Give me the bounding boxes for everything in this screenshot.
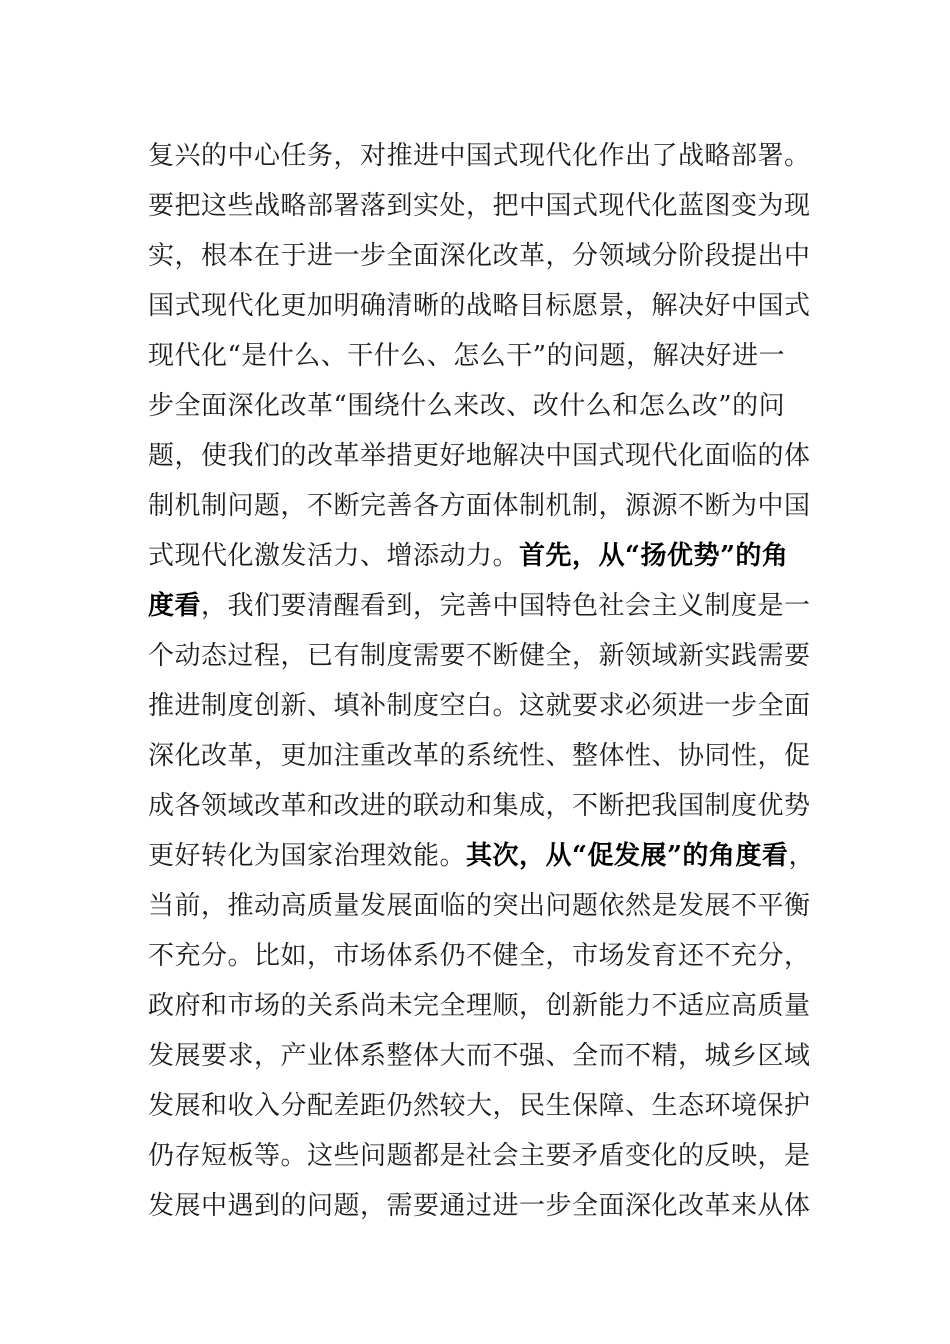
text-line: 现代化“是什么、干什么、怎么干”的问题，解决好进一 xyxy=(148,341,786,371)
text-line: 仍存短板等。这些问题都是社会主要矛盾变化的反映，是 xyxy=(148,1141,811,1171)
bold-heading-first: 首先，从“扬优势”的角 xyxy=(519,541,789,571)
text-line: 发展和收入分配差距仍然较大，民生保障、生态环境保护 xyxy=(148,1091,811,1121)
text-line: 深化改革，更加注重改革的系统性、整体性、协同性，促 xyxy=(148,741,811,771)
body-text xyxy=(148,131,815,1231)
text-line: 要把这些战略部署落到实处，把中国式现代化蓝图变为现 xyxy=(148,191,811,221)
text-line: 成各领域改革和改进的联动和集成，不断把我国制度优势 xyxy=(148,791,811,821)
text-line: 实，根本在于进一步全面深化改革，分领域分阶段提出中 xyxy=(148,241,811,271)
text-line: 复兴的中心任务，对推进中国式现代化作出了战略部署。 xyxy=(148,141,811,171)
text-line: 制机制问题，不断完善各方面体制机制，源源不断为中国 xyxy=(148,491,811,521)
text-line: 推进制度创新、填补制度空白。这就要求必须进一步全面 xyxy=(148,691,811,721)
text-line: 题，使我们的改革举措更好地解决中国式现代化面临的体 xyxy=(148,441,811,471)
text-line: 国式现代化更加明确清晰的战略目标愿景，解决好中国式 xyxy=(148,291,811,321)
text-line: 政府和市场的关系尚未完全理顺，创新能力不适应高质量 xyxy=(148,991,811,1021)
text-line: 不充分。比如，市场体系仍不健全，市场发育还不充分， xyxy=(148,941,811,971)
bold-heading-first-cont: 度看 xyxy=(148,591,202,621)
text-line: 式现代化激发活力、增添动力。首先，从“扬优势”的角 xyxy=(148,541,789,571)
text-line: 个动态过程，已有制度需要不断健全，新领域新实践需要 xyxy=(148,641,811,671)
text-line: 步全面深化改革“围绕什么来改、改什么和怎么改”的问 xyxy=(148,391,786,421)
text-line: 更好转化为国家治理效能。其次，从“促发展”的角度看， xyxy=(148,841,815,871)
text-line: 当前，推动高质量发展面临的突出问题依然是发展不平衡 xyxy=(148,891,811,921)
bold-heading-second: 其次，从“促发展”的角度看 xyxy=(466,841,789,871)
text-line: 发展要求，产业体系整体大而不强、全而不精，城乡区域 xyxy=(148,1041,811,1071)
text-line: 发展中遇到的问题，需要通过进一步全面深化改革来从体 xyxy=(148,1191,811,1221)
text-line: 度看，我们要清醒看到，完善中国特色社会主义制度是一 xyxy=(148,591,811,621)
